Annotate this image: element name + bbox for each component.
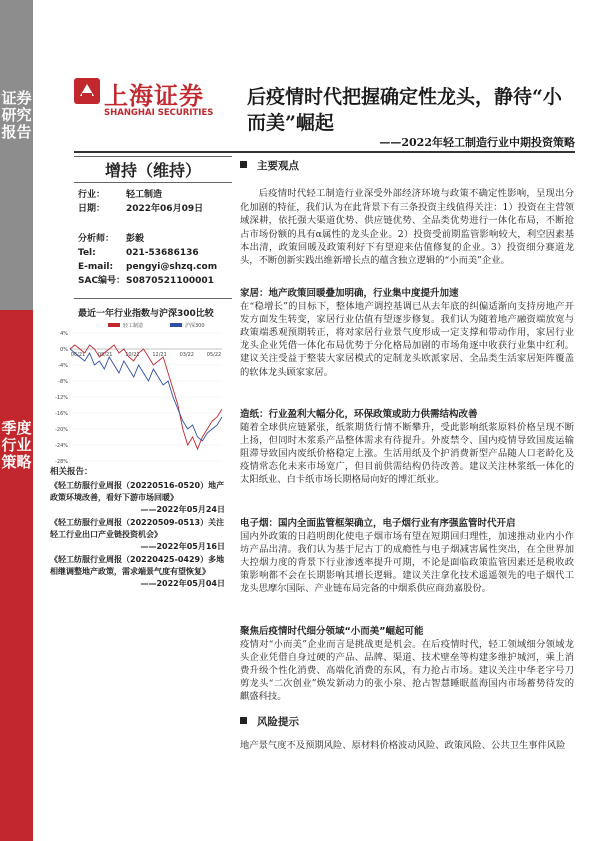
legend-swatch [170,323,182,327]
company-logo [74,76,214,128]
y-tick-label: 0% [60,347,68,353]
section-small-beautiful [240,625,574,704]
section-body: 随着全球供应链紧张，纸浆期货行情不断攀升，受此影响纸浆原料价格呈现不断上扬，但同时木浆系产品整体需求有待提升。外废禁令、国内疫情导致国废运输阻滞导致国内废纸价格稳定上涨。生活用纸及个护消费新型产品随人口老龄化及疫情常态化未来市场宽广，但目前供需结构仍待改善。建议关注林浆纸一体化的太阳纸业、白卡纸市场长期格局向好的博汇纸业。 [240,422,574,486]
related-item-date: ——2022年05月04日 [140,579,225,588]
square-bullet-icon [240,161,247,168]
tel-label: Tel: [78,248,96,258]
date-label: 日期： [78,204,106,214]
date-value: 2022年06月09日 [126,204,204,214]
section-heading-risk: 风险提示 [240,716,574,729]
sidebar-report-type: 证券研究报告 [1,89,32,141]
section-paper [240,408,574,487]
report-subtitle: ——2022年轻工制造行业中期投资策略 [379,136,575,149]
section-home-furnishing [240,287,574,379]
related-item-date: ——2022年05月16日 [140,542,225,551]
rating-label: 增持（维持） [104,161,201,180]
y-tick-label: -4% [58,363,68,369]
index-comparison-chart [50,319,230,469]
related-item-date: ——2022年05月24日 [140,505,225,514]
analyst-label: 分析师： [78,234,115,244]
y-tick-label: 4% [60,331,68,337]
x-tick-label: 10/21 [125,352,140,358]
legend-label: 沪深300 [185,323,205,329]
y-tick-label: -16% [55,411,68,417]
x-tick-label: 12/21 [152,352,167,358]
section-heading: 电子烟：国内全面监管框架确立，电子烟行业有序强监管时代开启 [240,518,516,529]
section-risk [240,716,574,752]
intro-paragraph: 后疫情时代轻工制造行业深受外部经济环境与政策不确定性影响，呈现出分化加剧的特征，我们认为在此背景下有三条投资主线值得关注：1）投资在主营领域深耕，依托强大渠道优势、供应链优势、全品类优势进行一体化布局，不断抢占市场份额的具有α属性的龙头企业。2）投资受前期监管影响较大，利空因素基本出清，政策回暖及政策利好下有望迎来估值修复的企业。3）投资细分赛道龙头，不断创新实践出维新增长点的蕴含独立逻辑的“小而美”企业。 [240,188,574,267]
email-value: pengyi@shzq.com [126,262,218,272]
chart-top-rule [74,298,232,299]
series-line-1 [70,349,222,441]
header-rule [74,151,575,153]
y-tick-label: -20% [55,427,68,433]
industry-label: 行业： [78,190,106,200]
main-content [240,160,574,268]
meta-block [78,188,203,216]
section-heading: 聚焦后疫情时代细分领域“小而美”崛起可能 [240,626,424,637]
section-body: 在“稳增长”的目标下，整体地产调控基调已从去年底的纠偏适渐向支持房地产开发方面发生转变，家居行业估值有望逐步修复。我们认为随着地产融资端放宽与政策端悉观预期转正，将对家居行业景气度形成一定支撑和带动作用，家居行业龙头企业凭借一体化布局优势于分化格局加剧的市场角逐中收获行业集中红利。建议关注受益于整装大家居模式的定制龙头欧派家居、全品类生活家居矩阵覆盖的软体龙头顾家家居。 [240,301,574,378]
logo-cn-text: 上海证券 [104,82,204,110]
related-item-text: 《轻工纺服行业周报（20220425-0429）多地相继调整地产政策，需求端景气度有望恢复》 [50,555,225,576]
legend-swatch [108,323,120,327]
related-item[interactable] [50,517,225,553]
report-title: 后疫情时代把握确定性龙头，静待“小而美”崛起 [247,86,562,134]
left-sidebar [0,0,33,841]
y-tick-label: -8% [58,379,68,385]
x-tick-label: 08/21 [97,352,113,358]
logo-en-text: SHANGHAI SECURITIES [104,108,214,118]
related-title: 相关报告： [50,467,93,477]
logo-mark-icon [74,78,100,104]
section-body: 疫情对“小而美”企业而言是挑战更是机会。在后疫情时代，轻工领域细分领域龙头企业凭借自身过硬的产品、品牌、渠道、技术壁垒等构建多维护城河，乘上消费升级个性化消费、高端化消费的东风，有力抢占市场。建议关注中华老字号刀剪龙头“二次创业”焕发新动力的张小泉、抢占智慧睡眠蓝海国内市场蓄势待发的麒盛科技。 [240,639,574,703]
x-tick-label: 06/21 [70,352,86,358]
analyst-name: 彭毅 [126,234,145,244]
chart-title: 最近一年行业指数与沪深300比较 [78,309,214,319]
rating-rule-bottom [74,182,232,183]
related-item[interactable] [50,554,225,590]
section-heading: 造纸：行业盈利大幅分化，环保政策或助力供需结构改善 [240,409,478,420]
industry-value: 轻工制造 [126,190,163,200]
sidebar-strategy-type: 季度行业策略 [1,419,32,471]
sac-label: SAC编号： [78,276,126,286]
related-item-text: 《轻工纺服行业周报（20220509-0513）关注轻工行业出口产业链投资机会》 [50,518,225,539]
email-label: E-mail: [78,262,114,272]
rating-rule-top [74,156,232,157]
related-item-text: 《轻工纺服行业周报（20220516-0520）地产政策环境改善，看好下游市场回暖》 [50,481,225,502]
related-item[interactable] [50,480,225,516]
x-tick-label: 03/22 [179,352,195,358]
section-body: 国内外政策的日趋明朗化使电子烟市场有望在短期回归理性，加速推动业内小作坊产品出清。我们认为基于尼古丁的成瘾性与电子烟减害属性突出，在全世界加大控烟力度的背景下行业渗透率提升可期，不论是面临政策监管因素还是税收政策影响都不会在长期影响其增长逻辑。建议关注拿化技术遥遥领先的电子烟代工龙头思摩尔国际、产业链布局完备的中烟系供应商劲嘉股份。 [240,531,574,595]
y-tick-label: -12% [55,395,68,401]
section-e-cigarette [240,517,574,596]
analyst-block [78,232,217,288]
sidebar-red-band [0,310,33,841]
square-bullet-icon [240,717,247,724]
sac-value: S0870521100001 [126,276,214,286]
legend-label: 轻工制造 [123,323,144,329]
tel-value: 021-53686136 [126,248,199,258]
risk-text: 地产景气度不及预期风险、原材料价格波动风险、政策风险、公共卫生事件风险 [240,740,566,752]
sidebar-top-band [0,0,33,310]
y-tick-label: -28% [55,459,68,465]
y-tick-label: -24% [55,443,68,449]
x-tick-label: 05/22 [206,352,222,358]
section-heading: 家居：地产政策回暖叠加明确，行业集中度提升加速 [240,288,459,299]
section-heading-main-points: 主要观点 [240,160,574,173]
related-reports [50,466,225,611]
